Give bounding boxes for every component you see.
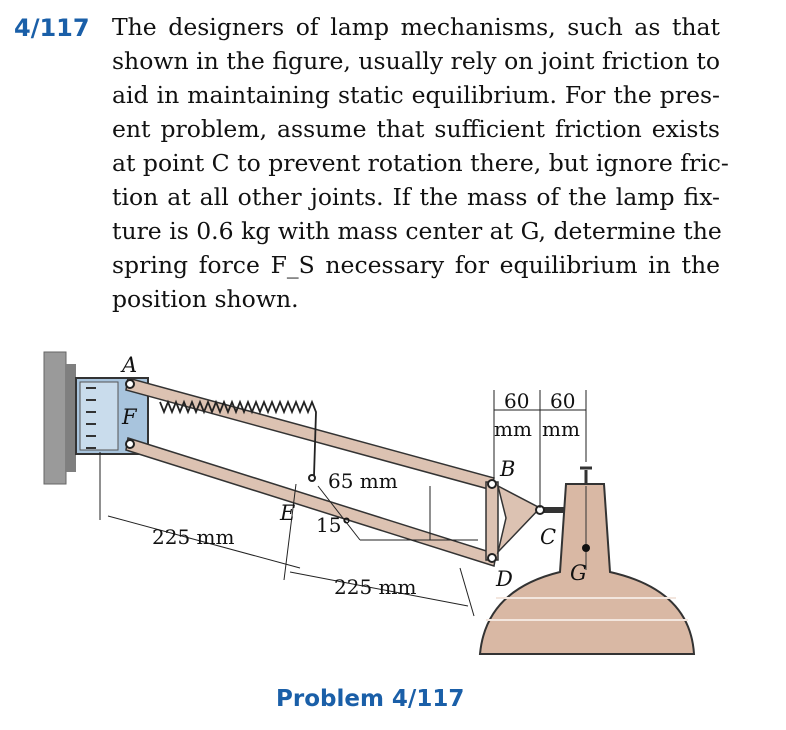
lamp-bracket bbox=[498, 486, 540, 552]
label-A: A bbox=[122, 353, 138, 377]
problem-number: 4/117 bbox=[14, 14, 90, 42]
wall bbox=[44, 352, 66, 484]
text-line-4: ent problem, assume that sufficient friction exists bbox=[112, 115, 720, 143]
text-line-8: spring force F_S necessary for equilibrium in the bbox=[112, 251, 720, 279]
label-E: E bbox=[280, 501, 296, 525]
lamp-mechanism-figure bbox=[0, 340, 786, 730]
dim-angle: 15° bbox=[316, 513, 352, 537]
problem-text bbox=[112, 10, 729, 316]
vertical-link bbox=[486, 482, 498, 560]
text-line-6: tion at all other joints. If the mass of the lamp fix- bbox=[112, 183, 720, 211]
dim-length-2: 225 mm bbox=[334, 575, 417, 599]
upper-link bbox=[126, 378, 494, 490]
label-C: C bbox=[540, 525, 557, 549]
text-line-2: shown in the figure, usually rely on joint friction to bbox=[112, 47, 720, 75]
dim-height: 65 mm bbox=[328, 469, 398, 493]
text-line-9: position shown. bbox=[112, 285, 299, 313]
text-line-3: aid in maintaining static equilibrium. For the pres- bbox=[112, 81, 720, 109]
label-B: B bbox=[500, 457, 516, 481]
label-G: G bbox=[570, 561, 587, 585]
label-F: F bbox=[122, 405, 137, 429]
dim-length-1: 225 mm bbox=[152, 525, 235, 549]
dim-unit-2: mm bbox=[542, 417, 580, 441]
label-D: D bbox=[496, 567, 513, 591]
mass-center-marker bbox=[582, 544, 590, 552]
dim-dx-2: 60 bbox=[550, 389, 576, 413]
dim-dx-1: 60 bbox=[504, 389, 530, 413]
text-line-7: ture is 0.6 kg with mass center at G, determine the bbox=[112, 217, 722, 245]
text-line-5: at point C to prevent rotation there, but ignore fric- bbox=[112, 149, 729, 177]
text-line-1: The designers of lamp mechanisms, such as that bbox=[112, 13, 720, 41]
dim-unit-1: mm bbox=[494, 417, 532, 441]
figure-caption: Problem 4/117 bbox=[276, 686, 465, 712]
